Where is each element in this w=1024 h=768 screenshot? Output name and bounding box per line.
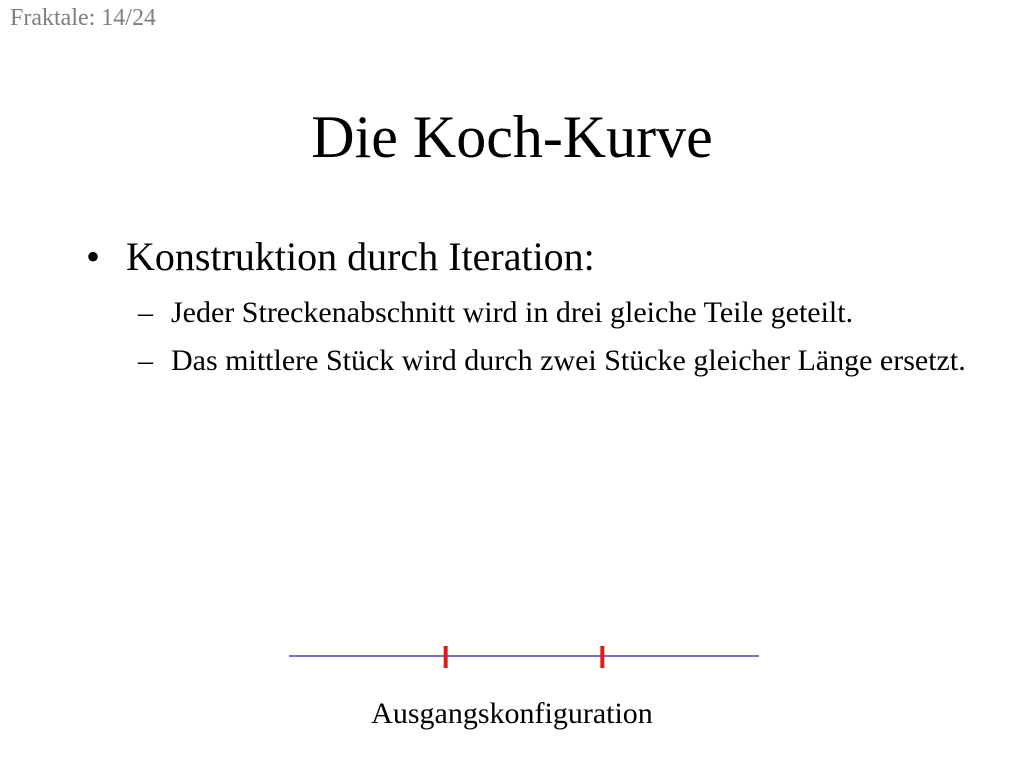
sub-bullet-text: Jeder Streckenabschnitt wird in drei gleiche Teile geteilt. <box>171 296 854 329</box>
figure-caption: Ausgangskonfiguration <box>371 697 653 730</box>
division-marks <box>446 646 603 668</box>
bullet-marker: • <box>86 234 101 279</box>
sub-bullet-marker: – <box>138 344 153 377</box>
slide-counter: Fraktale: 14/24 <box>10 5 156 31</box>
koch-initial-segment-figure <box>289 640 759 672</box>
page-title: Die Koch-Kurve <box>311 104 713 170</box>
bullet-item <box>86 234 595 280</box>
sub-bullet-marker: – <box>138 296 153 329</box>
sub-bullet-list <box>138 292 998 388</box>
sub-bullet-item <box>138 292 998 334</box>
sub-bullet-item <box>138 340 998 382</box>
bullet-text: Konstruktion durch Iteration: <box>126 234 595 279</box>
sub-bullet-text: Das mittlere Stück wird durch zwei Stücke gleicher Länge ersetzt. <box>171 344 966 377</box>
